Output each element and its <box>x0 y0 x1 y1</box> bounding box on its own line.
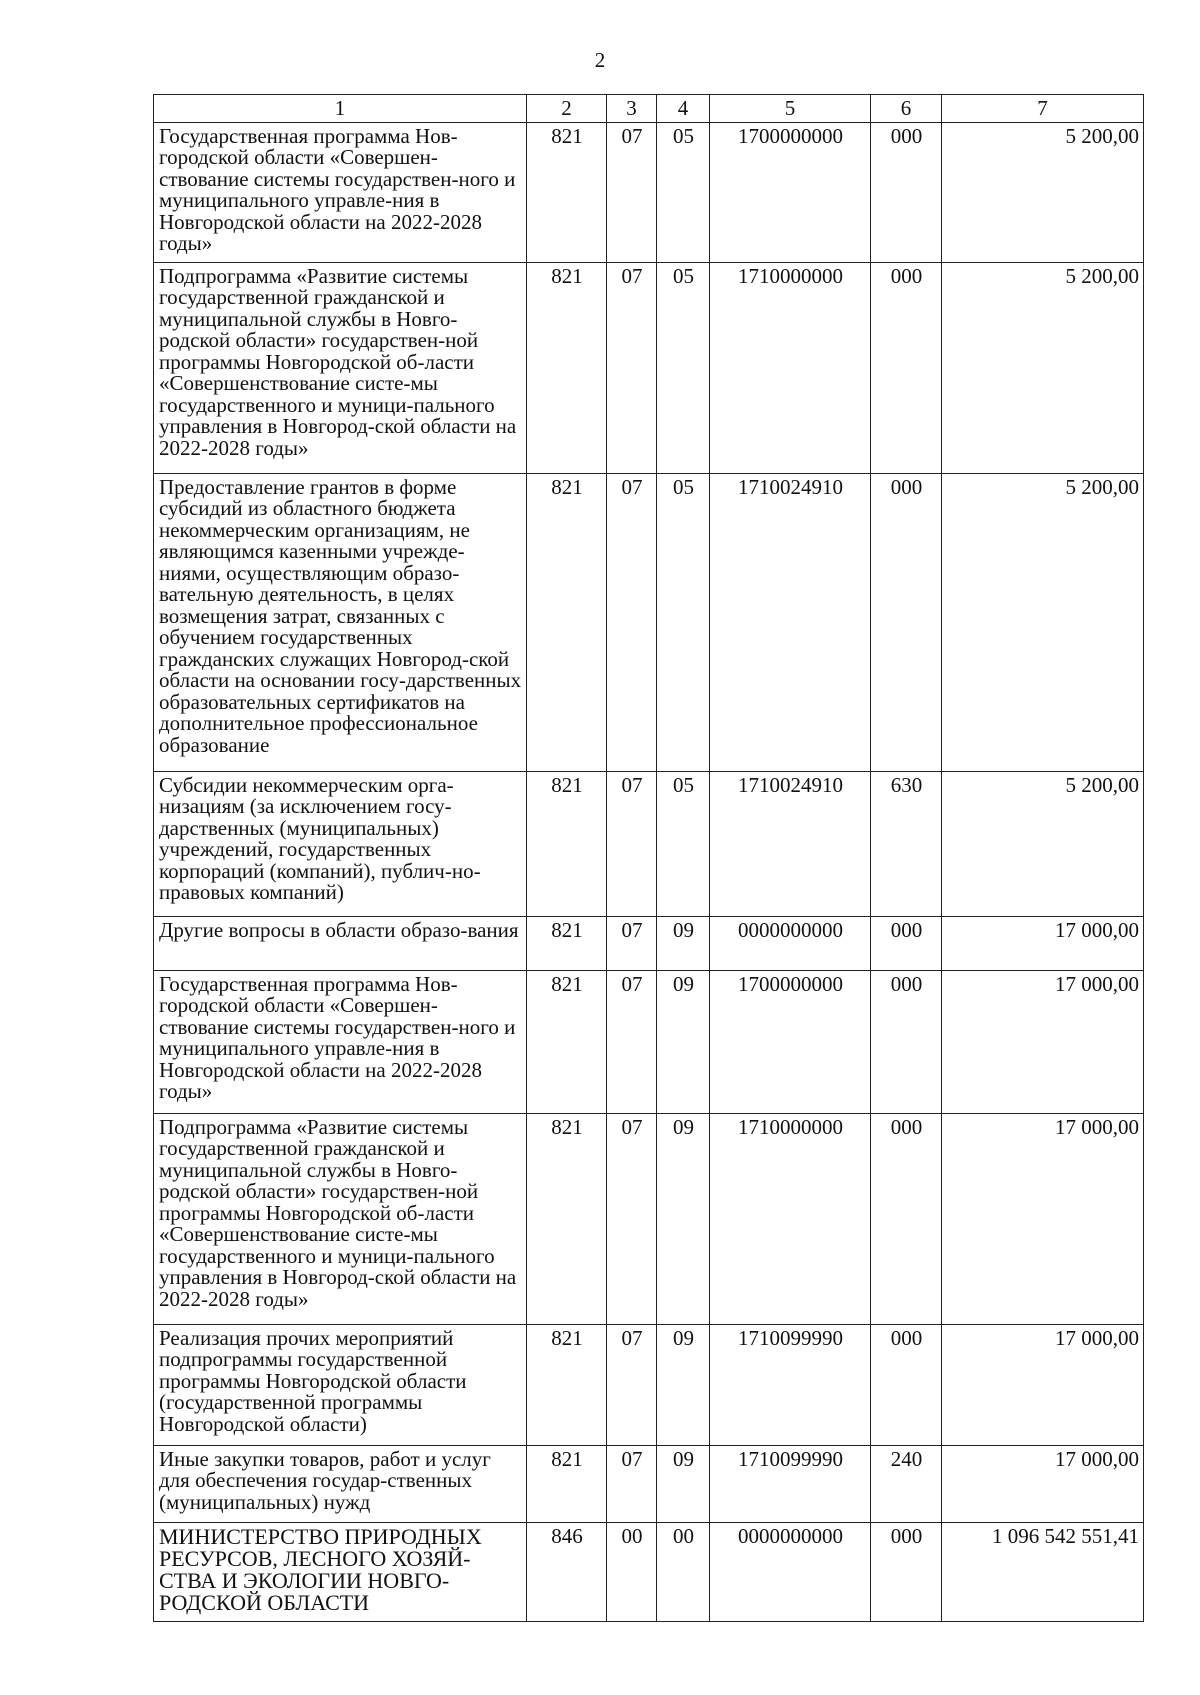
row-section-code: 07 <box>607 1324 657 1445</box>
row-ministry-code: 821 <box>527 262 607 473</box>
row-expense-type: 000 <box>871 262 942 473</box>
row-ministry-code: 821 <box>527 122 607 262</box>
row-name: Государственная программа Нов-городской области «Совершен-ствование системы государствен-ного и муниципального управле-ния в Новгородской области на 2022-2028 годы» <box>154 970 527 1113</box>
row-expense-type: 000 <box>871 1522 942 1621</box>
row-amount: 17 000,00 <box>942 1324 1144 1445</box>
row-subsection-code: 09 <box>657 1324 710 1445</box>
row-amount: 17 000,00 <box>942 916 1144 970</box>
row-target-article: 1710099990 <box>710 1324 871 1445</box>
row-expense-type: 000 <box>871 916 942 970</box>
row-name: Предоставление грантов в форме субсидий из областного бюджета некоммерческим организациям, не являющимся казенными учрежде-ниями, осуществляющим образо-вательную деятельность, в целях возмещения затрат, связанных с обучением государственных гражданских служащих Новгород-ской области на основании госу-дарственных образовательных сертификатов на дополнительное профессиональное образование <box>154 473 527 771</box>
row-ministry-code: 846 <box>527 1522 607 1621</box>
row-target-article: 1710024910 <box>710 771 871 916</box>
row-ministry-code: 821 <box>527 1113 607 1324</box>
row-ministry-code: 821 <box>527 970 607 1113</box>
row-target-article: 1700000000 <box>710 970 871 1113</box>
row-ministry-code: 821 <box>527 473 607 771</box>
row-ministry-code: 821 <box>527 1445 607 1522</box>
row-amount: 17 000,00 <box>942 1113 1144 1324</box>
table-row <box>154 1324 1144 1445</box>
row-target-article: 1710000000 <box>710 262 871 473</box>
row-section-code: 07 <box>607 970 657 1113</box>
table-row <box>154 1445 1144 1522</box>
row-amount: 5 200,00 <box>942 262 1144 473</box>
row-amount: 5 200,00 <box>942 122 1144 262</box>
row-amount: 1 096 542 551,41 <box>942 1522 1144 1621</box>
row-name: Подпрограмма «Развитие системы государственной гражданской и муниципальной службы в Новго-родской области» государствен-ной программы Новгородской об-ласти «Совершенствование систе-мы государственного и муници-пального управления в Новгород-ской области на 2022-2028 годы» <box>154 262 527 473</box>
table-row <box>154 970 1144 1113</box>
row-expense-type: 240 <box>871 1445 942 1522</box>
column-header-7: 7 <box>942 95 1144 123</box>
row-name: Подпрограмма «Развитие системы государственной гражданской и муниципальной службы в Новго-родской области» государствен-ной программы Новгородской об-ласти «Совершенствование систе-мы государственного и муници-пального управления в Новгород-ской области на 2022-2028 годы» <box>154 1113 527 1324</box>
row-ministry-code: 821 <box>527 1324 607 1445</box>
row-name: Другие вопросы в области образо-вания <box>154 916 527 970</box>
row-name: МИНИСТЕРСТВО ПРИРОДНЫХ РЕСУРСОВ, ЛЕСНОГО ХОЗЯЙ-СТВА И ЭКОЛОГИИ НОВГО-РОДСКОЙ ОБЛАСТИ <box>154 1522 527 1621</box>
row-section-code: 07 <box>607 473 657 771</box>
column-header-1: 1 <box>154 95 527 123</box>
row-expense-type: 630 <box>871 771 942 916</box>
row-target-article: 1710000000 <box>710 1113 871 1324</box>
row-subsection-code: 09 <box>657 970 710 1113</box>
table-row <box>154 262 1144 473</box>
table-row <box>154 473 1144 771</box>
row-section-code: 07 <box>607 1445 657 1522</box>
row-section-code: 00 <box>607 1522 657 1621</box>
budget-table <box>153 94 1144 1622</box>
row-amount: 17 000,00 <box>942 970 1144 1113</box>
row-expense-type: 000 <box>871 1113 942 1324</box>
page-number: 2 <box>594 48 606 72</box>
row-subsection-code: 05 <box>657 262 710 473</box>
table-row <box>154 1522 1144 1621</box>
row-amount: 5 200,00 <box>942 473 1144 771</box>
row-target-article: 0000000000 <box>710 1522 871 1621</box>
table-row <box>154 771 1144 916</box>
row-expense-type: 000 <box>871 1324 942 1445</box>
row-target-article: 1710024910 <box>710 473 871 771</box>
row-ministry-code: 821 <box>527 771 607 916</box>
table-row <box>154 916 1144 970</box>
row-subsection-code: 05 <box>657 473 710 771</box>
row-section-code: 07 <box>607 771 657 916</box>
row-name: Субсидии некоммерческим орга-низациям (за исключением госу-дарственных (муниципальных) учреждений, государственных корпораций (компаний), публич-но-правовых компаний) <box>154 771 527 916</box>
column-header-6: 6 <box>871 95 942 123</box>
row-subsection-code: 00 <box>657 1522 710 1621</box>
row-amount: 5 200,00 <box>942 771 1144 916</box>
row-subsection-code: 05 <box>657 122 710 262</box>
row-section-code: 07 <box>607 1113 657 1324</box>
row-section-code: 07 <box>607 122 657 262</box>
row-subsection-code: 09 <box>657 1445 710 1522</box>
row-expense-type: 000 <box>871 970 942 1113</box>
column-header-5: 5 <box>710 95 871 123</box>
row-expense-type: 000 <box>871 473 942 771</box>
row-expense-type: 000 <box>871 122 942 262</box>
column-header-3: 3 <box>607 95 657 123</box>
row-target-article: 1700000000 <box>710 122 871 262</box>
row-name: Реализация прочих мероприятий подпрограммы государственной программы Новгородской области (государственной программы Новгородской области) <box>154 1324 527 1445</box>
row-subsection-code: 09 <box>657 916 710 970</box>
table-row <box>154 1113 1144 1324</box>
row-section-code: 07 <box>607 262 657 473</box>
row-ministry-code: 821 <box>527 916 607 970</box>
row-subsection-code: 05 <box>657 771 710 916</box>
row-amount: 17 000,00 <box>942 1445 1144 1522</box>
row-subsection-code: 09 <box>657 1113 710 1324</box>
row-name: Государственная программа Нов-городской области «Совершен-ствование системы государствен-ного и муниципального управле-ния в Новгородской области на 2022-2028 годы» <box>154 122 527 262</box>
row-target-article: 0000000000 <box>710 916 871 970</box>
column-header-2: 2 <box>527 95 607 123</box>
row-target-article: 1710099990 <box>710 1445 871 1522</box>
column-header-4: 4 <box>657 95 710 123</box>
row-name: Иные закупки товаров, работ и услуг для обеспечения государ-ственных (муниципальных) нужд <box>154 1445 527 1522</box>
row-section-code: 07 <box>607 916 657 970</box>
table-row <box>154 122 1144 262</box>
header-row <box>154 95 1144 123</box>
